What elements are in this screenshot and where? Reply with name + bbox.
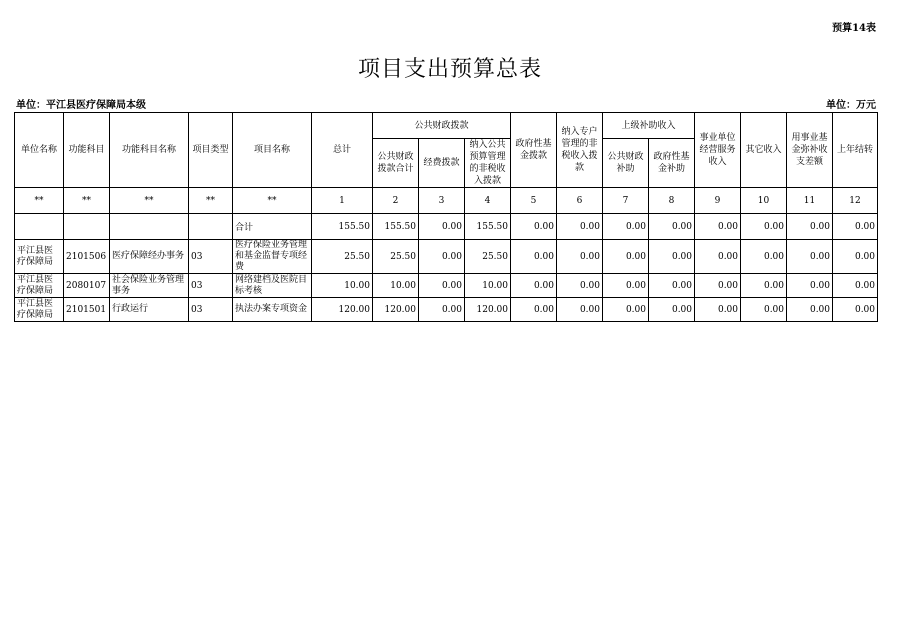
table-row [15, 240, 878, 274]
code-cell: 2101506 [64, 240, 110, 274]
value-cell: 0.00 [603, 274, 649, 298]
value-cell: 0.00 [649, 240, 695, 274]
value-cell: 0.00 [741, 240, 787, 274]
header-row-1 [15, 113, 878, 139]
value-cell: 0.00 [695, 274, 741, 298]
value-cell: 0.00 [649, 298, 695, 322]
value-cell: 0.00 [557, 298, 603, 322]
type-cell: 03 [189, 298, 233, 322]
value-cell: 0.00 [603, 298, 649, 322]
value-cell: 10.00 [373, 274, 419, 298]
table-row [15, 274, 878, 298]
index-cell: 5 [511, 188, 557, 214]
value-cell: 10.00 [465, 274, 511, 298]
index-cell: 4 [465, 188, 511, 214]
summary-value: 155.50 [312, 214, 373, 240]
code-cell: 2080107 [64, 274, 110, 298]
summary-row [15, 214, 878, 240]
value-cell: 0.00 [603, 240, 649, 274]
value-cell: 0.00 [511, 298, 557, 322]
value-cell: 0.00 [833, 298, 878, 322]
header-superior-subsidy: 上级补助收入 [603, 113, 695, 139]
func-name-cell: 医疗保障经办事务 [110, 240, 189, 274]
value-cell: 25.50 [373, 240, 419, 274]
value-cell: 0.00 [695, 298, 741, 322]
header-pf-total: 公共财政拨款合计 [373, 139, 419, 188]
index-cell: 10 [741, 188, 787, 214]
summary-label: 合计 [233, 214, 312, 240]
index-cell: 9 [695, 188, 741, 214]
type-cell: 03 [189, 240, 233, 274]
form-number: 预算14表 [832, 23, 876, 34]
summary-value: 0.00 [419, 214, 465, 240]
header-sup-public: 公共财政补助 [603, 139, 649, 188]
unit-cell: 平江县医疗保障局 [15, 240, 64, 274]
header-project-type: 项目类型 [189, 113, 233, 188]
value-cell: 0.00 [787, 240, 833, 274]
index-cell: 8 [649, 188, 695, 214]
value-cell: 0.00 [741, 298, 787, 322]
page-title: 项目支出预算总表 [357, 57, 542, 82]
value-cell: 0.00 [741, 274, 787, 298]
index-cell: ** [64, 188, 110, 214]
project-expenditure-table [14, 112, 878, 322]
index-cell: 2 [373, 188, 419, 214]
header-func-code: 功能科目 [64, 113, 110, 188]
index-cell: 11 [787, 188, 833, 214]
value-cell: 0.00 [557, 274, 603, 298]
code-cell: 2101501 [64, 298, 110, 322]
value-cell: 0.00 [511, 274, 557, 298]
index-cell: 7 [603, 188, 649, 214]
table-row [15, 298, 878, 322]
index-cell: 3 [419, 188, 465, 214]
empty-cell [15, 214, 64, 240]
value-cell: 25.50 [312, 240, 373, 274]
value-cell: 0.00 [419, 298, 465, 322]
unit-label: 单位：平江县医疗保障局本级 [16, 100, 146, 111]
summary-value: 0.00 [787, 214, 833, 240]
value-cell: 0.00 [419, 240, 465, 274]
value-cell: 10.00 [312, 274, 373, 298]
header-project-name: 项目名称 [233, 113, 312, 188]
header-func-name: 功能科目名称 [110, 113, 189, 188]
project-cell: 网络建档及医院目标考核 [233, 274, 312, 298]
value-cell: 0.00 [787, 274, 833, 298]
value-cell: 0.00 [557, 240, 603, 274]
header-sup-fund: 政府性基金补助 [649, 139, 695, 188]
header-other-income: 其它收入 [741, 113, 787, 188]
header-funding: 经费拨款 [419, 139, 465, 188]
summary-value: 0.00 [603, 214, 649, 240]
unit-cell: 平江县医疗保障局 [15, 298, 64, 322]
value-cell: 120.00 [373, 298, 419, 322]
index-cell: 6 [557, 188, 603, 214]
currency-unit-label: 单位：万元 [826, 100, 876, 111]
empty-cell [110, 214, 189, 240]
value-cell: 0.00 [787, 298, 833, 322]
summary-value: 0.00 [511, 214, 557, 240]
header-public-finance: 公共财政拨款 [373, 113, 511, 139]
summary-value: 0.00 [833, 214, 878, 240]
value-cell: 0.00 [833, 274, 878, 298]
index-cell: 1 [312, 188, 373, 214]
header-biz-income: 事业单位经营服务收入 [695, 113, 741, 188]
summary-value: 0.00 [649, 214, 695, 240]
value-cell: 0.00 [649, 274, 695, 298]
header-fund-makeup: 用事业基金弥补收支差额 [787, 113, 833, 188]
header-special-nontax: 纳入专户管理的非税收入拨款 [557, 113, 603, 188]
func-name-cell: 社会保险业务管理事务 [110, 274, 189, 298]
summary-value: 0.00 [557, 214, 603, 240]
header-total: 总计 [312, 113, 373, 188]
project-cell: 医疗保险业务管理和基金监督专项经费 [233, 240, 312, 274]
value-cell: 120.00 [312, 298, 373, 322]
index-cell: ** [233, 188, 312, 214]
value-cell: 0.00 [833, 240, 878, 274]
empty-cell [189, 214, 233, 240]
value-cell: 0.00 [419, 274, 465, 298]
unit-cell: 平江县医疗保障局 [15, 274, 64, 298]
value-cell: 25.50 [465, 240, 511, 274]
header-unit-name: 单位名称 [15, 113, 64, 188]
summary-value: 155.50 [465, 214, 511, 240]
header-carryover: 上年结转 [833, 113, 878, 188]
value-cell: 0.00 [511, 240, 557, 274]
header-nontax: 纳入公共预算管理的非税收入拨款 [465, 139, 511, 188]
index-cell: 12 [833, 188, 878, 214]
index-row [15, 188, 878, 214]
index-cell: ** [15, 188, 64, 214]
project-cell: 执法办案专项资金 [233, 298, 312, 322]
value-cell: 0.00 [695, 240, 741, 274]
func-name-cell: 行政运行 [110, 298, 189, 322]
summary-value: 155.50 [373, 214, 419, 240]
empty-cell [64, 214, 110, 240]
type-cell: 03 [189, 274, 233, 298]
index-cell: ** [189, 188, 233, 214]
index-cell: ** [110, 188, 189, 214]
header-gov-fund: 政府性基金拨款 [511, 113, 557, 188]
summary-value: 0.00 [741, 214, 787, 240]
value-cell: 120.00 [465, 298, 511, 322]
summary-value: 0.00 [695, 214, 741, 240]
